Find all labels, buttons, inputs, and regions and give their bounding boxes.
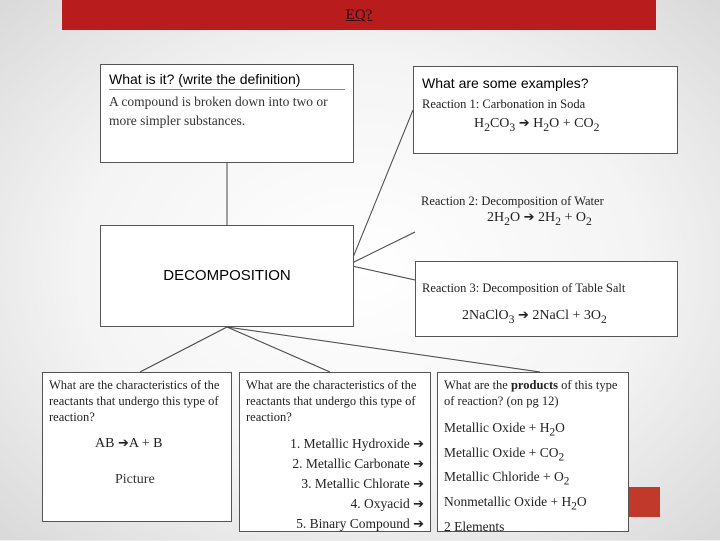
reaction-1-right-sub: 2 — [543, 120, 550, 134]
reactants-list-box — [239, 372, 431, 532]
reaction-1-left-sub: 2 — [484, 120, 490, 134]
reaction-3-right-part: 2NaCl + 3O — [532, 308, 601, 323]
reaction-arrow-icon: ➔ — [523, 210, 535, 225]
reaction-1-equation — [422, 116, 669, 134]
reaction-2-label: Reaction 2: Decomposition of Water — [421, 194, 604, 208]
reaction-arrow-icon: ➔ — [413, 497, 424, 512]
reaction-2-right-sub: 2 — [585, 214, 592, 228]
reaction-1-left-part: H — [474, 116, 485, 131]
connector-left-box — [140, 327, 227, 372]
reaction-3-left-part: 2NaClO — [462, 308, 509, 323]
decomposition-box — [100, 225, 354, 327]
connector-examples-bottom — [352, 266, 415, 280]
reaction-2-right-part: 2H — [537, 210, 556, 225]
reaction-arrow-icon: ➔ — [518, 308, 529, 323]
reaction-arrow-icon: ➔ — [413, 457, 424, 472]
list-item: 2 Elements — [444, 518, 505, 534]
reaction-3-right-sub: 2 — [600, 312, 607, 326]
connector-middle-box — [227, 327, 330, 372]
reaction-3-label: Reaction 3: Decomposition of Table Salt — [422, 281, 626, 295]
reaction-1-label: Reaction 1: Carbonation in Soda — [422, 97, 586, 111]
examples-heading: What are some examples? — [422, 75, 589, 91]
definition-text: A compound is broken down into two or more simpler substances. — [109, 94, 328, 128]
list-item: Metallic Chloride + $O_2$ — [444, 469, 570, 489]
reaction-2-right-sub: 2 — [555, 214, 561, 228]
examples-box — [413, 66, 678, 154]
list-item: Nonmetallic Oxide + $H_2O$ — [444, 494, 587, 513]
reaction-arrow-icon: ➔ — [413, 437, 424, 452]
reaction-1-left-part: CO — [489, 116, 510, 131]
general-formula — [49, 436, 225, 452]
reaction-2-equation — [487, 210, 592, 228]
reactants-list — [246, 434, 424, 534]
reaction-1-right-sub: 2 — [593, 120, 600, 134]
definition-box — [100, 64, 354, 163]
products-bold-word: products — [510, 378, 558, 392]
formula-right: A + B — [128, 436, 163, 451]
list-item: Metallic Oxide + $H_2O$ — [444, 420, 565, 439]
center-label: DECOMPOSITION — [163, 267, 291, 284]
list-item: 1. Metallic Hydroxide ➔ — [290, 436, 424, 452]
reaction-arrow-icon: ➔ — [413, 477, 424, 492]
reaction-2-left-sub: 2 — [504, 214, 510, 228]
list-item: Metallic Oxide + $CO_2$ — [444, 444, 565, 464]
reaction-arrow-icon: ➔ — [413, 517, 424, 532]
products-box — [437, 372, 629, 532]
reaction-2-left-part: 2H — [487, 210, 505, 225]
list-item: 5. Binary Compound ➔ — [296, 516, 424, 532]
reactants-box — [42, 372, 232, 522]
definition-heading: What is it? (write the definition) — [109, 71, 345, 90]
reaction-arrow-icon: ➔ — [518, 116, 530, 131]
slide-title: EQ? — [345, 7, 373, 23]
reaction-3-equation — [462, 308, 607, 326]
list-item: 3. Metallic Chlorate ➔ — [301, 476, 424, 492]
reaction-arrow-icon: ➔ — [117, 436, 129, 451]
reaction-1-right-part: H — [533, 116, 544, 131]
reaction-2-left-part: O — [509, 210, 521, 225]
products-list — [444, 418, 622, 541]
list-item: 2. Metallic Carbonate ➔ — [292, 456, 424, 472]
reactants-question: What are the characteristics of the reactants that undergo this type of reaction? — [49, 378, 220, 424]
reaction-3-left-sub: 3 — [508, 312, 515, 326]
reaction-1-right-part: O + CO — [549, 116, 594, 131]
picture-placeholder: Picture — [115, 472, 155, 487]
formula-left: AB — [95, 436, 115, 451]
list-item: 4. Oxyacid ➔ — [350, 496, 424, 512]
reaction-2-right-part: + O — [560, 210, 586, 225]
reactants-list-question: What are the characteristics of the reactants that undergo this type of reaction? — [246, 378, 417, 424]
reaction-1-left-sub: 3 — [509, 120, 516, 134]
products-question: What are the products of this type of reaction? (on pg 12) — [444, 378, 618, 408]
